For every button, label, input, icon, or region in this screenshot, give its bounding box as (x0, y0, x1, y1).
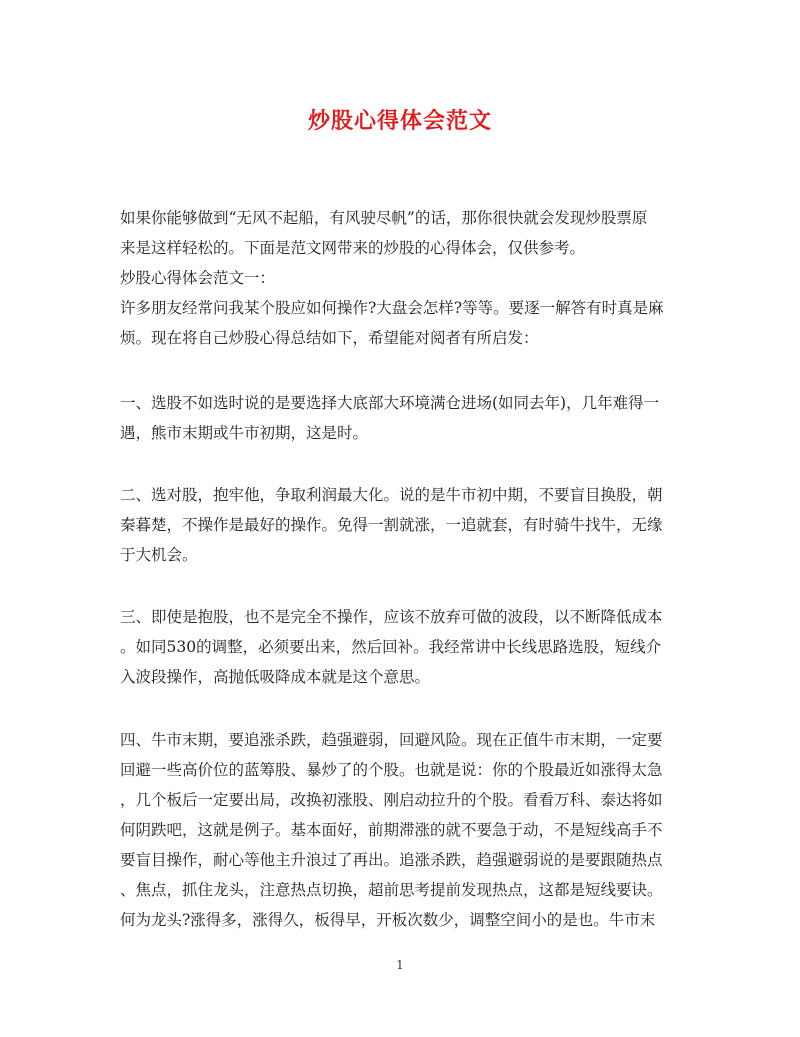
document-title: 炒股心得体会范文 (307, 108, 492, 134)
body-line: 烦。现在将自己炒股心得总结如下，希望能对阅者有所启发： (120, 329, 539, 347)
body-line: 入波段操作，高抛低吸降成本就是这个意思。 (120, 668, 431, 686)
body-line: 如果你能够做到“无风不起船，有风驶尽帆”的话，那你很快就会发现炒股票原 (120, 209, 648, 227)
body-line: 秦暮楚，不操作是最好的操作。免得一割就涨，一追就套，有时骑牛找牛，无缘 (120, 516, 663, 534)
body-line: 于大机会。 (120, 546, 198, 564)
body-line: 回避一些高价位的蓝筹股、暴炒了的个股。也就是说：你的个股最近如涨得太急 (120, 761, 663, 779)
body-line: 、焦点，抓住龙头，注意热点切换，超前思考提前发现热点，这都是短线要诀。 (120, 881, 663, 899)
body-line: 一、选股不如选时说的是要选择大底部大环境满仓进场(如同去年)，几年难得一 (120, 394, 660, 412)
body-line: 何为龙头?涨得多，涨得久，板得早，开板次数少，调整空间小的是也。牛市末 (120, 911, 656, 929)
body-line: 。如同530的调整，必须要出来，然后回补。我经常讲中长线思路选股，短线介 (120, 638, 662, 656)
body-line: 四、牛市末期，要追涨杀跌，趋强避弱，回避风险。现在正值牛市末期，一定要 (120, 731, 663, 749)
body-line: 三、即使是抱股，也不是完全不操作，应该不放弃可做的波段，以不断降低成本 (120, 608, 663, 626)
body-line: ，几个板后一定要出局，改换初涨股、刚启动拉升的个股。看看万科、泰达将如 (120, 791, 663, 809)
page-number: 1 (396, 958, 404, 972)
body-line: 许多朋友经常问我某个股应如何操作?大盘会怎样?等等。要逐一解答有时真是麻 (120, 299, 664, 317)
body-line: 炒股心得体会范文一： (120, 269, 276, 287)
body-line: 遇，熊市末期或牛市初期，这是时。 (120, 424, 369, 442)
body-line: 何阴跌吧，这就是例子。基本面好，前期滞涨的就不要急于动，不是短线高手不 (120, 821, 663, 839)
body-line: 来是这样轻松的。下面是范文网带来的炒股的心得体会，仅供参考。 (120, 239, 586, 257)
body-line: 要盲目操作，耐心等他主升浪过了再出。追涨杀跌，趋强避弱说的是要跟随热点 (120, 851, 663, 869)
body-line: 二、选对股，抱牢他，争取利润最大化。说的是牛市初中期，不要盲目换股，朝 (120, 486, 663, 504)
